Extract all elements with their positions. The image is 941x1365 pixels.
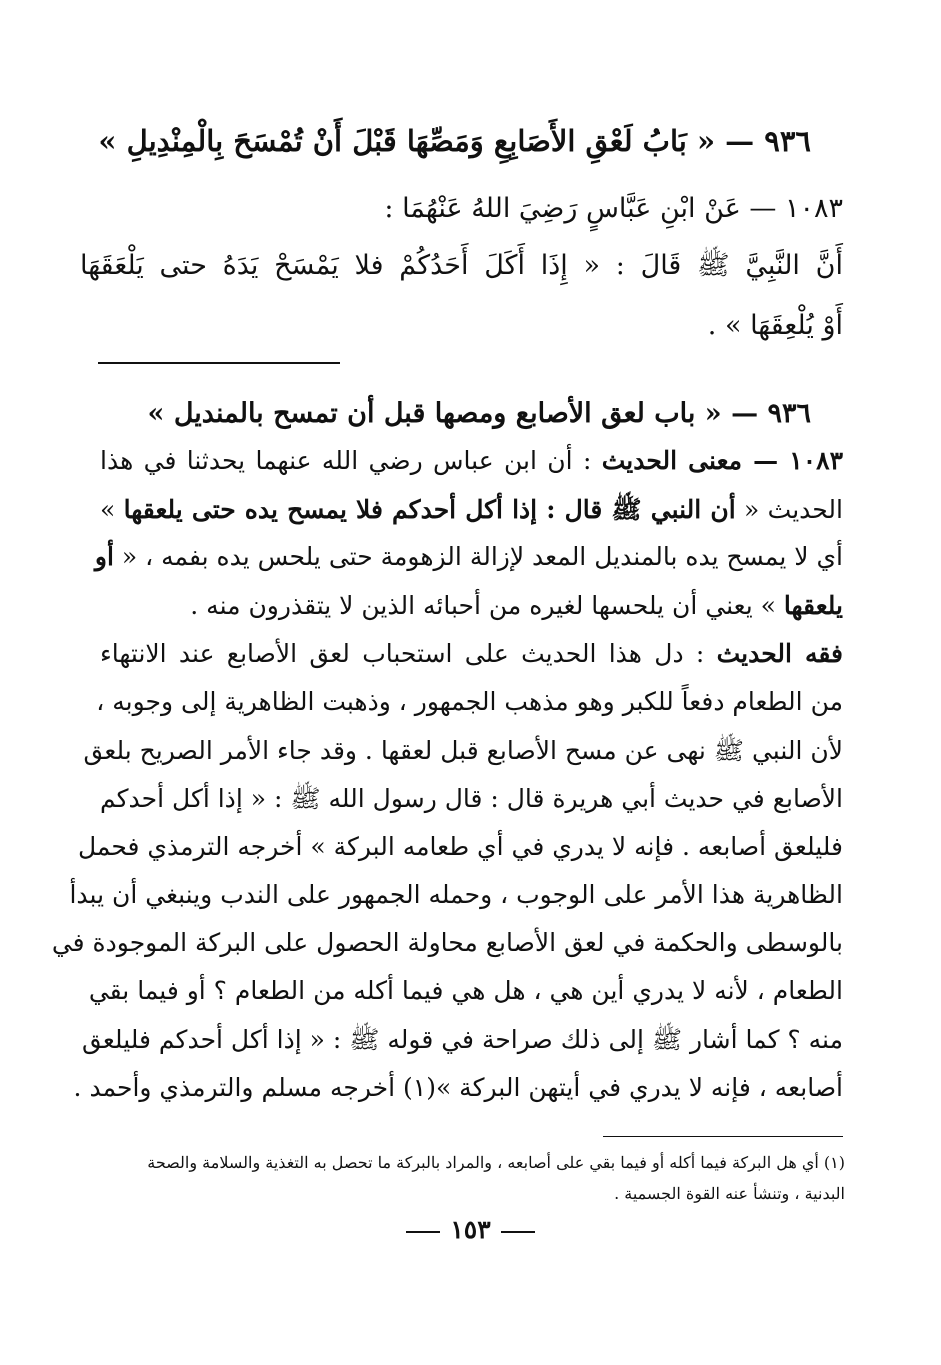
commentary-line	[88, 976, 843, 1006]
footnote-line-1: (١) أي هل البركة فيما أكله أو فيما بقي على أصابعه ، والمراد بالبركة ما تحصل به التغذية والسلامة والصحة	[147, 1153, 845, 1172]
commentary-text: لأن النبي ﷺ نهى عن مسح الأصابع قبل لعقها . وقد جاء الأمر الصريح بلعق	[83, 736, 843, 766]
commentary-line	[100, 591, 843, 620]
commentary-line	[77, 831, 843, 861]
hadith-text-line-2: أَوْ يُلْعِقَهَا » .	[707, 310, 843, 341]
commentary-text: : دل هذا الحديث على استحباب لعق الأصابع عند الانتهاء	[100, 638, 717, 668]
footnote-divider	[603, 1136, 843, 1137]
footnote-line-2: البدنية ، وتنشأ عنه القوة الجسمية .	[614, 1184, 845, 1203]
page-number	[0, 1215, 941, 1244]
commentary-text: » يعني أن يلحسها لغيره من أحبائه الذين لا يتقذرون منه .	[190, 590, 784, 620]
commentary-line	[69, 879, 843, 909]
commentary-line	[100, 446, 843, 475]
hadith-text-line-1: أَنَّ النَّبِيَّ ﷺ قَالَ : « إِذَا أَكَلَ أَحَدُكُمْ فلا يَمْسَحْ يَدَهُ حتى يَلْعَقَهَا	[80, 250, 843, 281]
commentary-line	[94, 542, 843, 572]
commentary-line	[100, 639, 843, 668]
commentary-line	[73, 1072, 843, 1102]
commentary-bold-text: ١٠٨٣ — معنى الحديث	[601, 446, 843, 475]
commentary-bold-text: أو	[94, 542, 114, 572]
commentary-text: الأصابع في حديث أبي هريرة قال : قال رسول الله ﷺ : « إذا أكل أحدكم	[100, 784, 843, 814]
commentary-text: »	[100, 495, 124, 525]
commentary-bold-text: فقه الحديث	[716, 638, 843, 668]
page-number-dash-left	[501, 1231, 535, 1233]
commentary-text: : أن ابن عباس رضي الله عنهما يحدثنا في هذا	[100, 446, 602, 475]
commentary-chapter-heading: ٩٣٦ — « باب لعق الأصابع ومصها قبل أن تمسح بالمنديل »	[147, 398, 811, 429]
commentary-bold-text: يلعقها	[783, 590, 843, 620]
commentary-text: الظاهرية هذا الأمر على الوجوب ، وحمله الجمهور على الندب وينبغي أن يبدأ	[69, 879, 843, 909]
commentary-line	[82, 1024, 843, 1061]
commentary-line	[51, 928, 843, 957]
commentary-text: أصابعه ، فإنه لا يدري في أيتهن البركة »(١) أخرجه مسلم والترمذي وأحمد .	[73, 1072, 843, 1102]
section-divider	[98, 362, 340, 364]
hadith-narrator-line: ١٠٨٣ — عَنْ ابْنِ عَبَّاسٍ رَضِيَ اللهُ عَنْهُمَا :	[384, 193, 843, 224]
commentary-line	[100, 783, 843, 820]
page-number-dash-right	[406, 1231, 440, 1233]
hadith-chapter-heading: ٩٣٦ — « بَابُ لَعْقِ الأَصَابِعِ وَمَصِّهَا قَبْلَ أَنْ تُمْسَحَ بِالْمِنْدِيلِ »	[98, 124, 811, 158]
commentary-bold-text: أن النبي ﷺ قال : إذا أكل أحدكم فلا يمسح يده حتى يلعقها	[123, 495, 736, 525]
commentary-text: الحديث «	[735, 495, 843, 525]
commentary-line	[100, 494, 843, 531]
page-number-value: ١٥٣	[450, 1215, 491, 1244]
commentary-text: فليلعق أصابعه . فإنه لا يدري في أي طعامه البركة » أخرجه الترمذي فحمل	[77, 831, 843, 861]
commentary-text: من الطعام دفعاً للكبر وهو مذهب الجمهور ، وذهبت الظاهرية إلى وجوبه ،	[96, 687, 843, 716]
commentary-text: الطعام ، لأنه لا يدري أين هي ، هل هي فيما أكله من الطعام ؟ أو فيما بقي	[88, 976, 843, 1006]
commentary-line	[96, 687, 843, 716]
commentary-text: بالوسطى والحكمة في لعق الأصابع محاولة الحصول على البركة الموجودة في	[51, 928, 843, 957]
commentary-text: منه ؟ كما أشار ﷺ إلى ذلك صراحة في قوله ﷺ : « إذا أكل أحدكم فليلعق	[82, 1025, 843, 1055]
commentary-text: أي لا يمسح يده بالمنديل المعد لإزالة الزهومة حتى يلحس يده بفمه ، «	[113, 542, 843, 572]
commentary-line	[83, 735, 843, 772]
